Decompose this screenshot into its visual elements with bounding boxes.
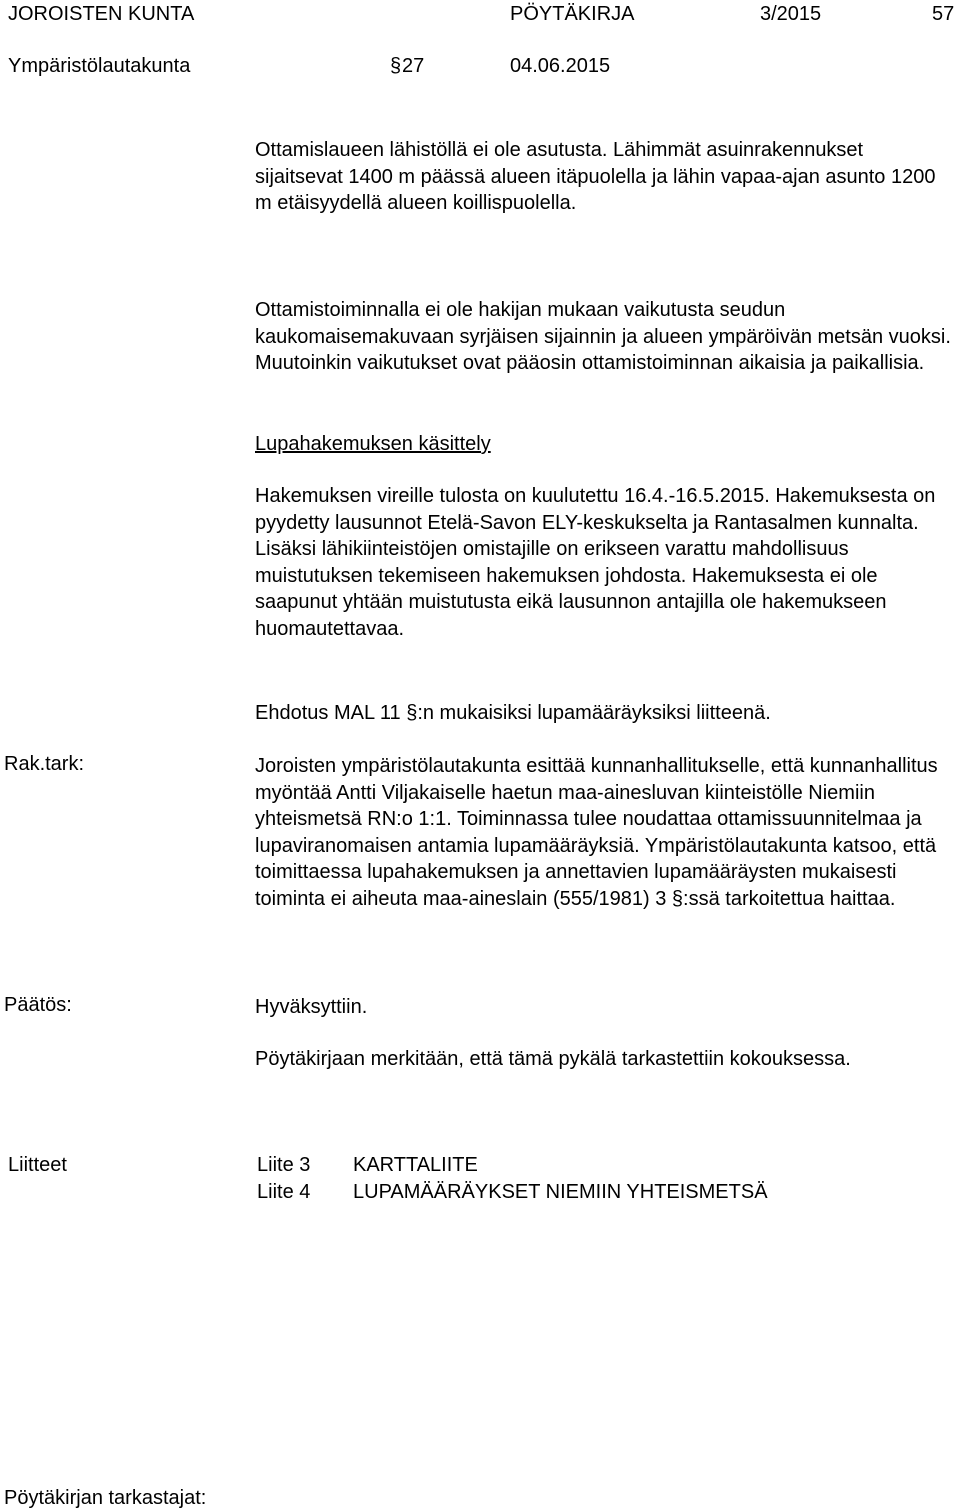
paragraph-proposal-note [255,700,955,727]
section-heading: Lupahakemuksen käsittely [255,433,491,455]
decision-note [255,1046,955,1073]
attachment-title: KARTTALIITE [353,1154,478,1176]
attachment-number: Liite 3 [257,1154,311,1176]
meeting-date: 04.06.2015 [510,55,611,77]
municipality-name: JOROISTEN KUNTA [8,3,195,25]
decision-label: Päätös: [4,994,72,1016]
paragraph-landscape [255,297,955,377]
section-symbol: § [390,55,402,77]
proposal-text [255,753,955,912]
document-type: PÖYTÄKIRJA [510,3,635,25]
page-number: 57 [932,3,955,25]
paragraph-settlement [255,137,955,217]
attachment-number: Liite 4 [257,1181,311,1203]
paragraph-text: Ehdotus MAL 11 §:n mukaisiksi lupamääräyksiksi liitteenä. [255,702,771,724]
minutes-checkers-label: Pöytäkirjan tarkastajat: [4,1487,207,1509]
proposal-label: Rak.tark: [4,753,85,775]
attachments-label: Liitteet [8,1154,67,1176]
paragraph-text: Hakemuksen vireille tulosta on kuulutettu 16.4.-16.5.2015. Hakemuksesta on pyydetty lausunnot Etelä-Savon ELY-keskukselta ja Rantasalmen kunnalta. Lisäksi lähikiinteistöjen omistajille on erikseen varattu mahdollisuus muistutuksen tekemiseen hakemuksen johdosta. Hakemuksesta ei ole saapunut yhtään muistutusta eikä lausunnon antajilla ole hakemukseen huomautettavaa. [255,485,936,640]
paragraph-text: Ottamislaueen lähistöllä ei ole asutusta. Lähimmät asuinrakennukset sijaitsevat 1400 m päässä alueen itäpuolella ja lähin vapaa-ajan asunto 1200 m etäisyydellä alueen koillispuolella. [255,139,936,214]
paragraph-processing [255,483,955,642]
decision-text: Hyväksyttiin. [255,996,368,1018]
paragraph-text: Ottamistoiminnalla ei ole hakijan mukaan vaikutusta seudun kaukomaisemakuvaan syrjäisen sijainnin ja alueen ympäröivän metsän vuoksi. Muutoinkin vaikutukset ovat pääosin ottamistoiminnan aikaisia ja paikallisia. [255,299,951,374]
section-number: 27 [402,55,425,77]
paragraph-text: Pöytäkirjaan merkitään, että tämä pykälä tarkastettiin kokouksessa. [255,1048,851,1070]
board-name: Ympäristölautakunta [8,55,191,77]
paragraph-text: Joroisten ympäristölautakunta esittää kunnanhallitukselle, että kunnanhallitus myöntää Antti Viljakaiselle haetun maa-ainesluvan kiinteistölle Niemiin yhteismetsä RN:o 1:1. Toiminnassa tulee noudattaa ottamissuunnitelmaa ja lupaviranomaisen antamia lupamääräyksiä. Ympäristölautakunta katsoo, että toimittaessa lupahakemuksen ja annettavien lupamääräysten mukaisesti toiminta ei aiheuta maa-aineslain (555/1981) 3 §:ssä tarkoitettua haittaa. [255,755,938,910]
attachment-title: LUPAMÄÄRÄYKSET NIEMIIN YHTEISMETSÄ [353,1181,768,1203]
issue-number: 3/2015 [760,3,822,25]
